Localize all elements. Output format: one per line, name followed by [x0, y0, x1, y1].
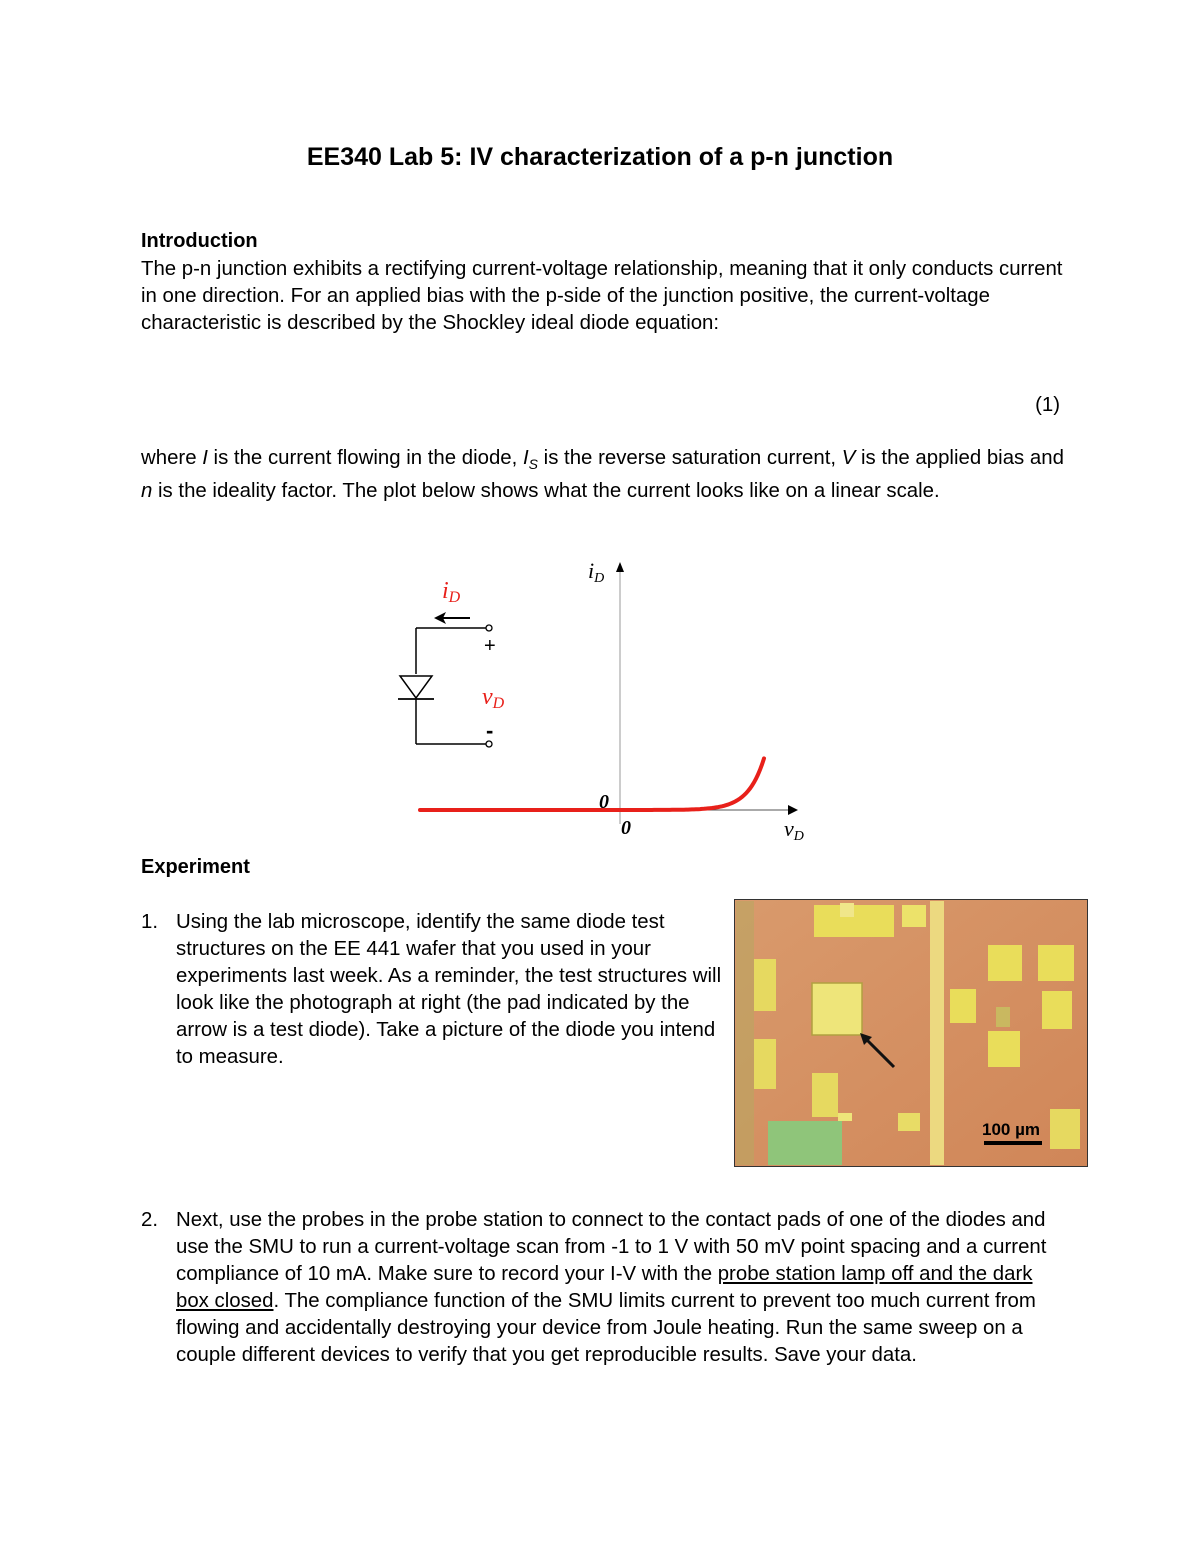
minus-sign: -	[486, 718, 494, 743]
x-axis-arrow	[788, 805, 798, 815]
item-1-number: 1.	[141, 911, 159, 933]
equation-number: (1)	[1035, 394, 1060, 416]
x-axis-label: vD	[784, 816, 804, 844]
diode-symbol	[400, 676, 432, 698]
item-2-number: 2.	[141, 1209, 159, 1231]
intro-paragraph: The p-n junction exhibits a rectifying current-voltage relationship, meaning that it only conducts current in one direction. For an applied bias with the p-side of the junction positive, the current-voltage characteristic is described by the Shockley ideal diode equation:	[141, 258, 1063, 334]
definitions-paragraph: where I is the current flowing in the diode, $I_S$ is the reverse saturation current, V is the applied bias and n is the ideality factor. The plot below shows what the current looks like on a linear scale.	[141, 447, 1064, 503]
introduction-heading: Introduction	[141, 230, 258, 252]
origin-y-label: 0	[599, 791, 609, 813]
scale-bar	[984, 1141, 1042, 1145]
item-2-text: Next, use the probes in the probe station to connect to the contact pads of one of the diodes and use the SMU to run a current-voltage scan from -1 to 1 V with 50 mV point spacing and a current compliance of 10 mA. Make sure to record your I-V with the probe station lamp off and the dark box closed. The compliance function of the SMU limits current to prevent too much current from flowing and accidentally destroying your device from Joule heating. Run the same sweep on a couple different devices to verify that you get reproducible results. Save your data.	[176, 1209, 1047, 1366]
iv-curve	[420, 758, 764, 810]
page-title: EE340 Lab 5: IV characterization of a p-n junction	[306, 143, 894, 171]
y-axis-label: iD	[588, 558, 605, 586]
plus-sign: +	[484, 635, 496, 657]
underlined-instruction: probe station lamp off and the dark box closed	[176, 1263, 1033, 1312]
microscope-photo	[734, 899, 1088, 1167]
scale-label: 100 µm	[982, 1120, 1040, 1139]
top-terminal	[486, 625, 492, 631]
diode-iv-figure	[390, 548, 830, 853]
y-axis-arrow	[616, 562, 624, 572]
item-1-text: Using the lab microscope, identify the same diode test structures on the EE 441 wafer that you used in your experiments last week. As a reminder, the test structures will look like the photograph at right (the pad indicated by the arrow is a test diode). Take a picture of the diode you intend to measure.	[176, 911, 722, 1068]
voltage-label: vD	[482, 684, 505, 712]
experiment-heading: Experiment	[141, 856, 250, 878]
current-label: iD	[442, 578, 461, 606]
origin-x-label: 0	[621, 817, 631, 839]
